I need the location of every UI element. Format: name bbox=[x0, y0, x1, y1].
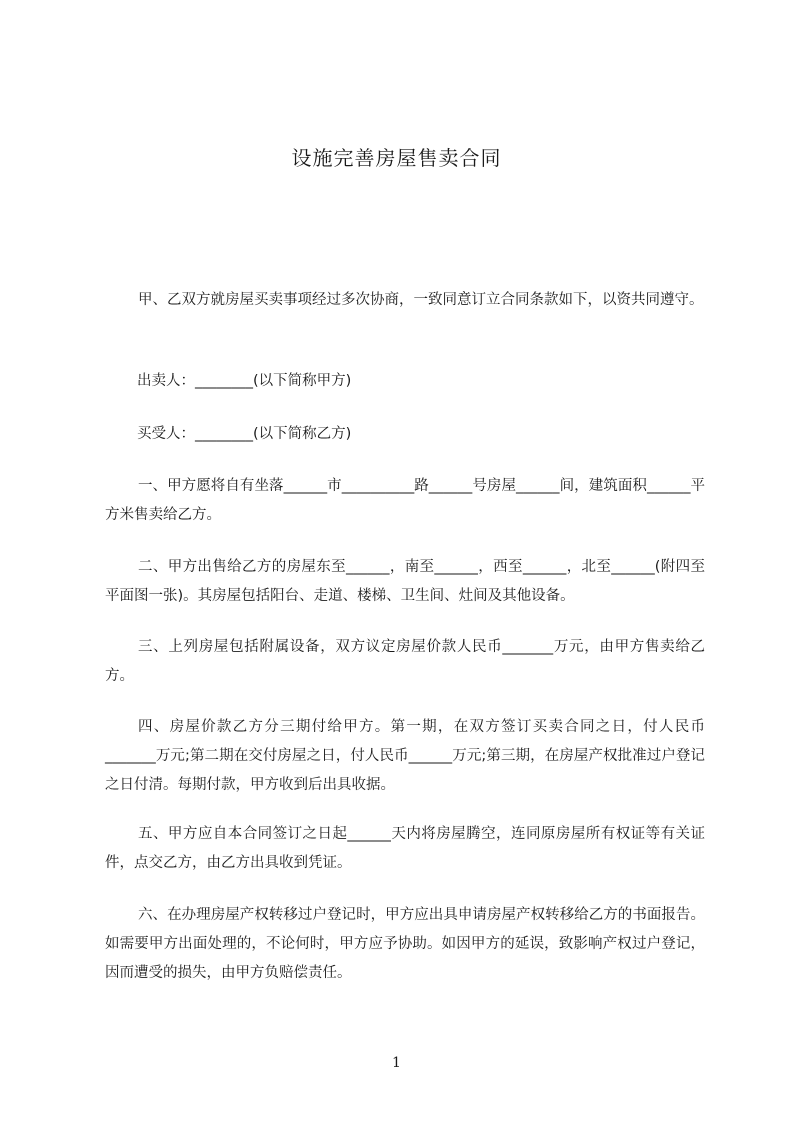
buyer-line: 买受人：________(以下简称乙方) bbox=[137, 426, 352, 442]
clause-1: 一、甲方愿将自有坐落______市__________路______号房屋______间，建筑面积______平方米售卖给乙方。 bbox=[105, 478, 705, 523]
clause-2: 二、甲方出售给乙方的房屋东至______，南至______，西至______，北至______(附四至平面图一张)。其房屋包括阳台、走道、楼梯、卫生间、灶间及其他设备。 bbox=[105, 559, 705, 604]
clause-3: 三、上列房屋包括附属设备，双方议定房屋价款人民币_______万元，由甲方售卖给乙方。 bbox=[105, 639, 705, 684]
page-number: 1 bbox=[392, 1055, 401, 1071]
clause-6: 六、在办理房屋产权转移过户登记时，甲方应出具申请房屋产权转移给乙方的书面报告。如需要甲方出面处理的，不论何时，甲方应予协助。如因甲方的延误，致影响产权过户登记，因而遭受的损失，由甲方负赔偿责任。 bbox=[105, 907, 705, 981]
intro-paragraph: 甲、乙双方就房屋买卖事项经过多次协商，一致同意订立合同条款如下，以资共同遵守。 bbox=[138, 292, 704, 308]
seller-line: 出卖人：________(以下简称甲方) bbox=[137, 373, 352, 389]
clause-5: 五、甲方应自本合同签订之日起______天内将房屋腾空，连同原房屋所有权证等有关证件，点交乙方，由乙方出具收到凭证。 bbox=[105, 826, 705, 871]
clause-4: 四、房屋价款乙方分三期付给甲方。第一期，在双方签订买卖合同之日，付人民币_______万元;第二期在交付房屋之日，付人民币______万元;第三期，在房屋产权批准过户登记之日付清。每期付款，甲方收到后出具收据。 bbox=[105, 719, 705, 793]
document-title: 设施完善房屋售卖合同 bbox=[291, 146, 502, 170]
